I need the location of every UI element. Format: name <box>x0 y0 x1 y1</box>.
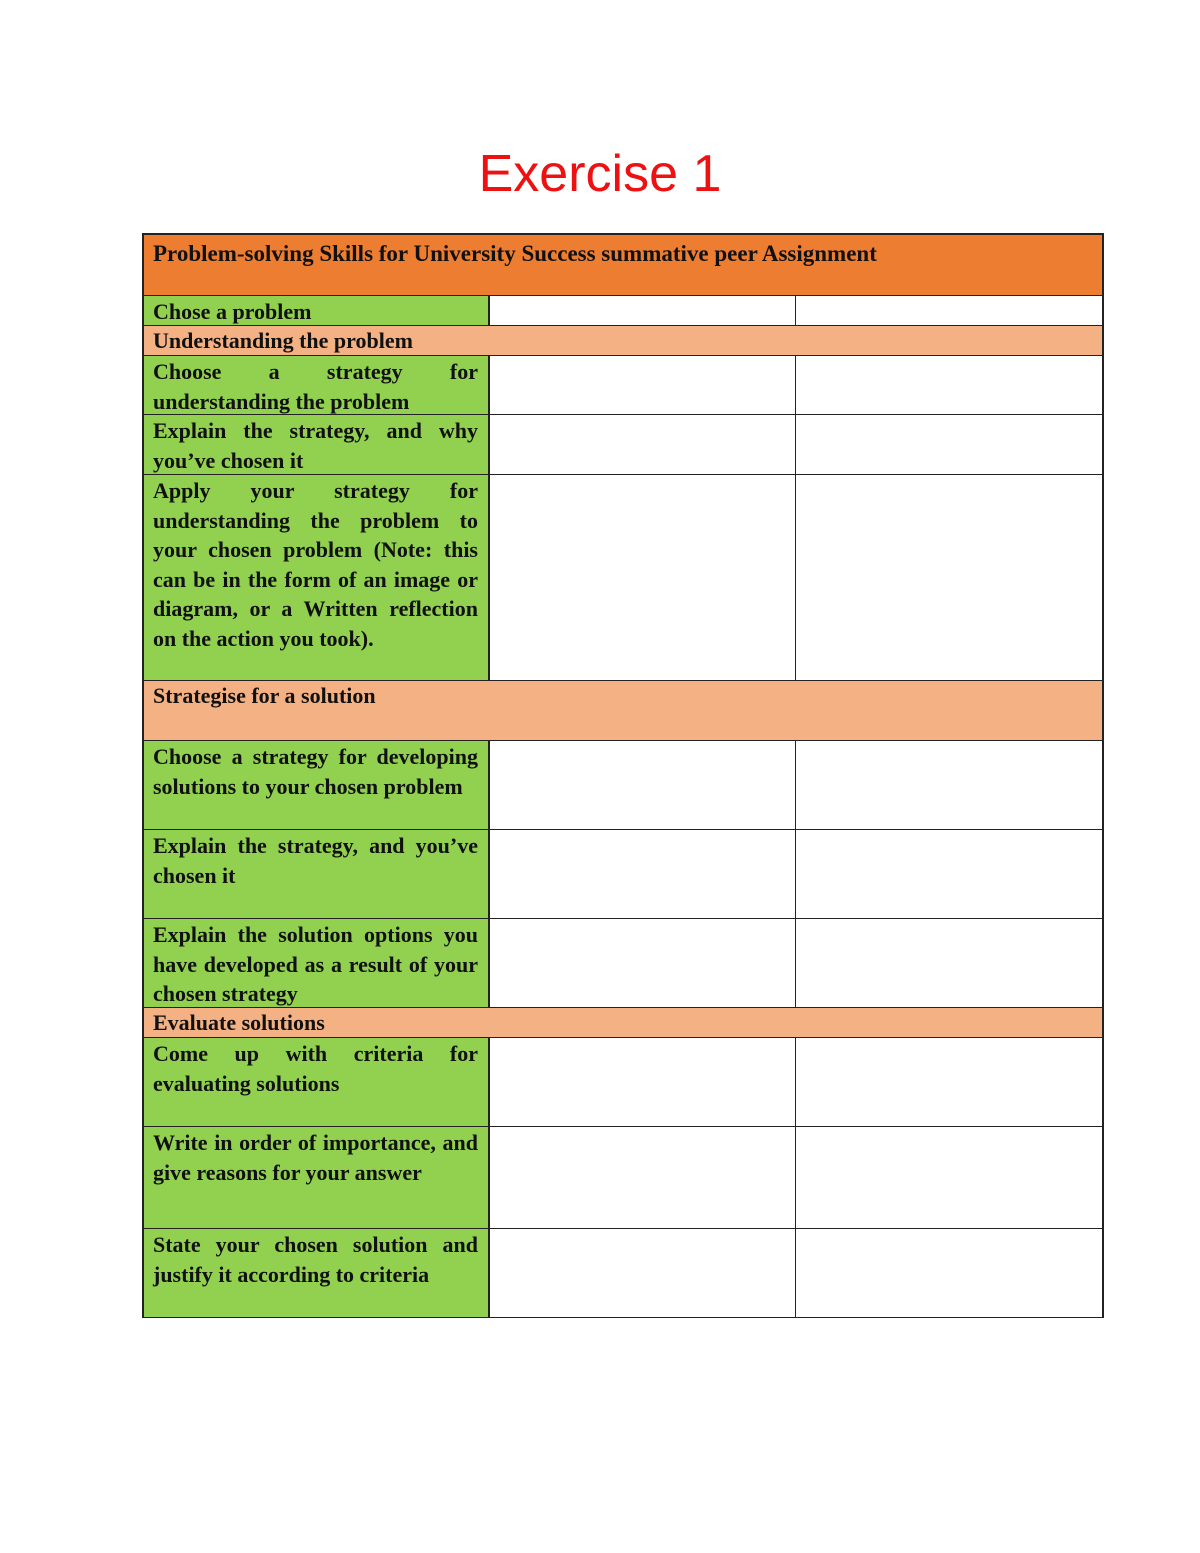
table-row <box>142 415 1104 475</box>
row-label: Come up with criteria for evaluating solutions <box>144 1038 490 1126</box>
answer-cell[interactable] <box>796 1127 1102 1228</box>
answer-cell[interactable] <box>796 296 1102 325</box>
answer-cell[interactable] <box>490 1229 796 1317</box>
answer-cell[interactable] <box>796 1038 1102 1126</box>
answer-cell[interactable] <box>796 475 1102 680</box>
table-row <box>142 475 1104 681</box>
answer-cell[interactable] <box>490 741 796 829</box>
answer-cell[interactable] <box>490 1038 796 1126</box>
answer-cell[interactable] <box>490 296 796 325</box>
row-label: Choose a strategy for understanding the problem <box>144 356 490 414</box>
answer-cell[interactable] <box>796 919 1102 1007</box>
answer-cell[interactable] <box>490 830 796 918</box>
answer-cell[interactable] <box>490 919 796 1007</box>
section-row <box>142 1008 1104 1038</box>
answer-cell[interactable] <box>490 475 796 680</box>
table-header: Problem-solving Skills for University Success summative peer Assignment <box>144 235 1102 295</box>
table-row <box>142 741 1104 830</box>
table-row <box>142 1038 1104 1127</box>
row-label: State your chosen solution and justify it according to criteria <box>144 1229 490 1317</box>
row-label: Apply your strategy for understanding the problem to your chosen problem (Note: this can be in the form of an image or diagram, or a Written reflection on the action you took). <box>144 475 490 680</box>
answer-cell[interactable] <box>490 415 796 474</box>
table-row <box>142 919 1104 1008</box>
table-row <box>142 830 1104 919</box>
page-title: Exercise 1 <box>478 145 722 203</box>
row-label: Explain the strategy, and why you’ve chosen it <box>144 415 490 474</box>
table-row <box>142 1229 1104 1318</box>
section-row <box>142 326 1104 356</box>
section-row <box>142 681 1104 741</box>
row-label: Explain the strategy, and you’ve chosen it <box>144 830 490 918</box>
answer-cell[interactable] <box>796 741 1102 829</box>
table-row <box>142 296 1104 326</box>
answer-cell[interactable] <box>490 356 796 414</box>
table-row <box>142 356 1104 415</box>
answer-cell[interactable] <box>796 356 1102 414</box>
table-header-row <box>142 233 1104 296</box>
assignment-table <box>142 233 1104 1318</box>
answer-cell[interactable] <box>796 415 1102 474</box>
section-heading: Evaluate solutions <box>144 1008 1102 1037</box>
section-heading: Understanding the problem <box>144 326 1102 355</box>
section-heading: Strategise for a solution <box>144 681 1102 740</box>
row-label: Explain the solution options you have developed as a result of your chosen strategy <box>144 919 490 1007</box>
row-label: Write in order of importance, and give reasons for your answer <box>144 1127 490 1228</box>
answer-cell[interactable] <box>796 830 1102 918</box>
answer-cell[interactable] <box>796 1229 1102 1317</box>
table-row <box>142 1127 1104 1229</box>
row-label: Chose a problem <box>144 296 490 325</box>
answer-cell[interactable] <box>490 1127 796 1228</box>
row-label: Choose a strategy for developing solutions to your chosen problem <box>144 741 490 829</box>
